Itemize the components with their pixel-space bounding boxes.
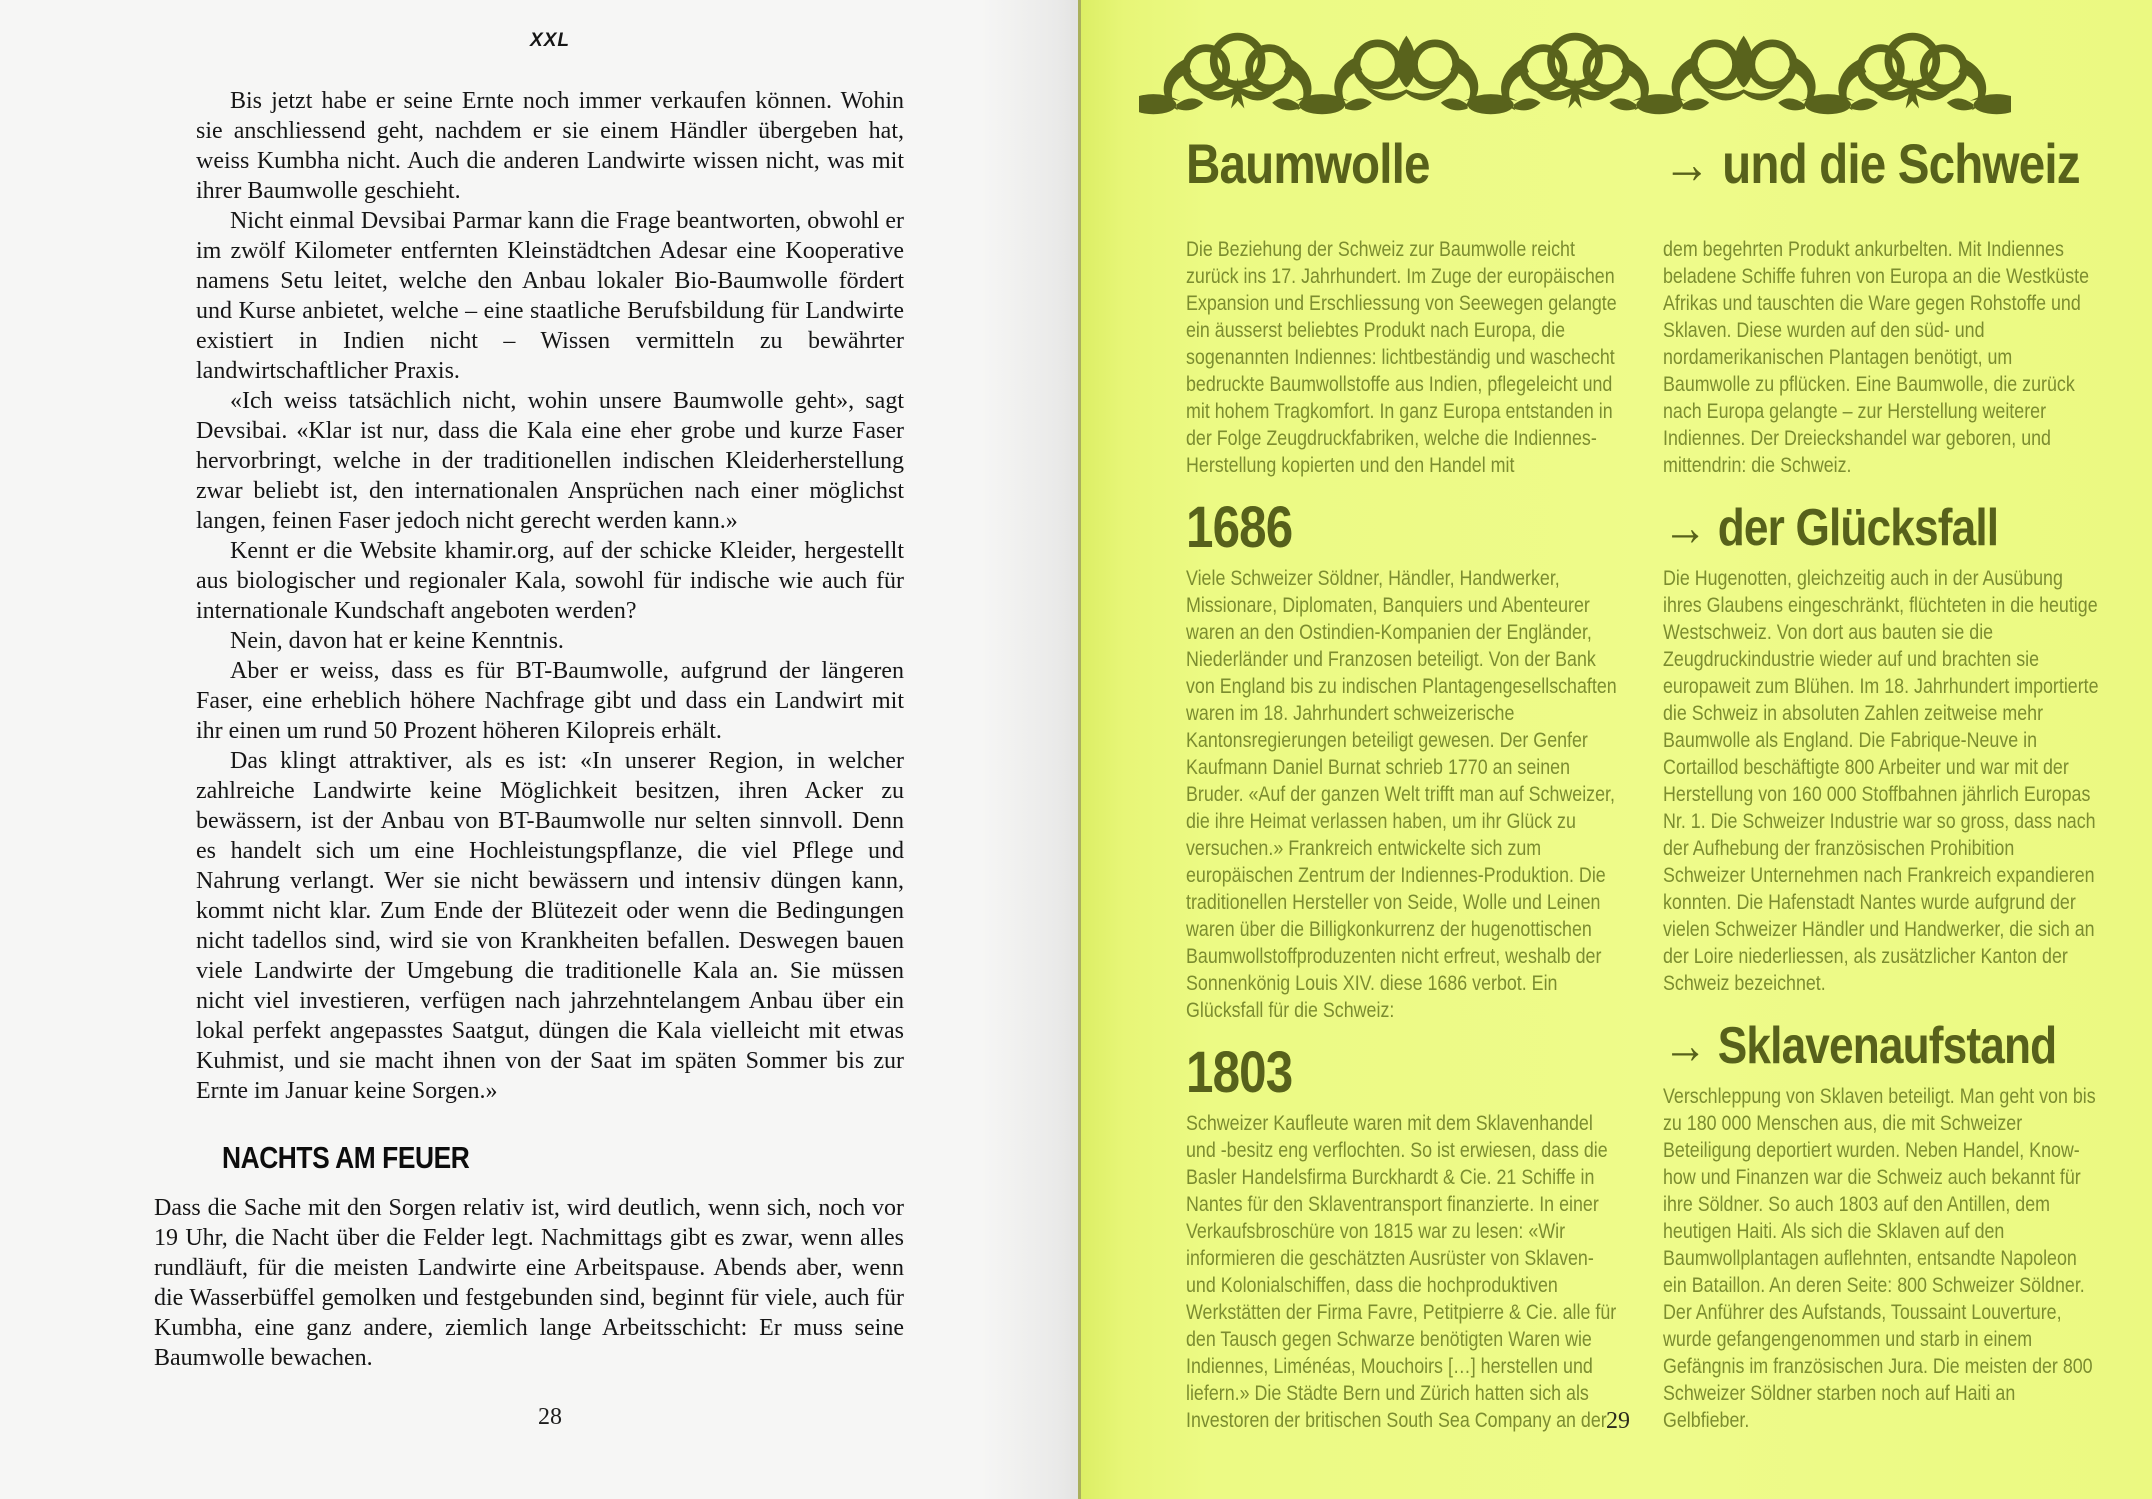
right-column-1 bbox=[1186, 132, 1623, 1434]
body-paragraph: Die Beziehung der Schweiz zur Baumwolle reicht zurück ins 17. Jahrhundert. Im Zuge der europäischen Expansion und Erschliessung von Seewegen gelangte ein äusserst beliebtes Produkt nach Europa, die sogenannten Indiennes: lichtbeständig und waschecht bedruckte Baumwollstoffe aus Indien, pflegeleicht und mit hohem Tragkomfort. In ganz Europa entstanden in der Folge Zeugdruckfabriken, welche die Indiennes-Herstellung kopierten und den Handel mit bbox=[1186, 238, 1617, 477]
section-heading-label: der Glücksfall bbox=[1717, 499, 1999, 557]
right-column-2 bbox=[1663, 132, 2100, 1434]
body-paragraph: Aber er weiss, dass es für BT-Baumwolle, aufgrund der längeren Faser, eine erheblich höhere Nachfrage gibt und dass ein Landwirt mit ihr einen um rund 50 Prozent höheren Kilopreis erhält. bbox=[196, 658, 904, 744]
body-paragraph: Bis jetzt habe er seine Ernte noch immer verkaufen können. Wohin sie anschliessend geht, nachdem er sie einem Händler übergeben hat, weiss Kumbha nicht. Auch die anderen Landwirte wissen nicht, was mit ihrer Baumwolle geschieht. bbox=[196, 88, 904, 204]
left-text-column bbox=[154, 30, 904, 1373]
body-paragraph: Schweizer Kaufleute waren mit dem Sklavenhandel und -besitz eng verflochten. So ist erwiesen, dass die Basler Handelsfirma Burckhardt & Cie. 21 Schiffe in Nantes für den Sklaventransport finanzierte. In einer Verkaufsbroschüre von 1815 war zu lesen: «Wir informieren die geschätzten Ausrüster von Sklaven- und Kolonialschiffen, dass die hochproduktiven Werkstätten der Firma Favre, Petitpierre & Cie. alle für den Tausch gegen Schwarze benötigten Waren wie Indiennes, Liménéas, Mouchoirs […] herstellen und liefern.» Die Städte Bern und Zürich hatten sich als Investoren der britischen South Sea Company an der bbox=[1186, 1112, 1617, 1432]
body-paragraph: Viele Schweizer Söldner, Händler, Handwerker, Missionare, Diplomaten, Banquiers und Abenteurer waren an den Ostindien-Kompanien der Engländer, Niederländer und Franzosen beteiligt. Von der Bank von England bis zu indischen Plantagengesellschaften waren im 18. Jahrhundert schweizerische Kantonsregierungen beteiligt gewesen. Der Genfer Kaufmann Daniel Burnat schrieb 1770 an seinen Bruder. «Auf der ganzen Welt trifft man auf Schweizer, die ihre Heimat verlassen haben, um ihr Glück zu versuchen.» Frankreich entwickelte sich zum europäischen Zentrum der Indiennes-Produktion. Die traditionellen Hersteller von Seide, Wolle und Leinen waren über die Billigkonkurrenz der hugenottischen Baumwollstoffproduzenten nicht erfreut, weshalb der Sonnenkönig Louis XIV. diese 1686 verbot. Ein Glücksfall für die Schweiz: bbox=[1186, 567, 1617, 1022]
page-number: 28 bbox=[538, 1404, 562, 1430]
arrow-right-icon: → bbox=[1663, 132, 1710, 195]
arrow-right-icon: → bbox=[1663, 1017, 1707, 1075]
section-heading-label: Sklavenaufstand bbox=[1717, 1017, 2057, 1075]
running-head: XXL bbox=[530, 30, 570, 51]
section-subhead: NACHTS AM FEUER bbox=[222, 1140, 470, 1175]
body-paragraph: Nein, davon hat er keine Kenntnis. bbox=[230, 628, 564, 654]
column-title-label: und die Schweiz bbox=[1722, 132, 2080, 195]
column-title bbox=[1663, 132, 2100, 195]
year-heading: 1803 bbox=[1186, 1040, 1293, 1105]
arrow-right-icon: → bbox=[1663, 499, 1707, 557]
body-paragraph: dem begehrten Produkt ankurbelten. Mit Indiennes beladene Schiffe fuhren von Europa an die Westküste Afrikas und tauschten die Ware gegen Rohstoffe und Sklaven. Diese wurden auf den süd- und nordamerikanischen Plantagen benötigt, um Baumwolle zu pflücken. Eine Baumwolle, die zurück nach Europa gelangte – zur Herstellung weiterer Indiennes. Der Dreieckshandel war geboren, und mittendrin: die Schweiz. bbox=[1663, 238, 2090, 477]
body-paragraph: Verschleppung von Sklaven beteiligt. Man geht von bis zu 180 000 Menschen aus, die mit Schweizer Beteiligung deportiert wurden. Neben Handel, Know-how und Finanzen war die Schweiz auch bekannt für ihre Söldner. So auch 1803 auf den Antillen, dem heutigen Haiti. Als sich die Sklaven auf den Baumwollplantagen auflehnten, entsandte Napoleon ein Bataillon. An deren Seite: 800 Schweizer Söldner. Der Anführer des Aufstands, Toussaint Louverture, wurde gefangengenommen und starb in einem Gefängnis im französischen Jura. Die meisten der 800 Schweizer Söldner starben noch auf Haiti an Gelbfieber. bbox=[1663, 1085, 2096, 1432]
cotton-boll-ornament-icon bbox=[1139, 28, 2011, 120]
section-heading bbox=[1663, 499, 2100, 557]
body-paragraph: Die Hugenotten, gleichzeitig auch in der Ausübung ihres Glaubens eingeschränkt, flüchteten in die heutige Westschweiz. Von dort aus bauten sie die Zeugdruckindustrie wieder auf und brachten sie europaweit zum Blühen. Im 18. Jahrhundert importierte die Schweiz in absoluten Zahlen zeitweise mehr Baumwolle als England. Die Fabrique-Neuve in Cortaillod beschäftigte 800 Arbeiter und war mit der Herstellung von 160 000 Stoffbahnen jährlich Europas Nr. 1. Die Schweizer Industrie war so gross, dass nach der Aufhebung der französischen Prohibition Schweizer Unternehmen nach Frankreich expandieren konnten. Die Hafenstadt Nantes wurde aufgrund der vielen Schweizer Händler und Handwerker, die sich an der Loire niederliessen, als zusätzlicher Kanton der Schweiz bezeichnet. bbox=[1663, 567, 2099, 995]
year-heading: 1686 bbox=[1186, 495, 1293, 560]
page-number: 29 bbox=[1606, 1408, 1630, 1434]
body-paragraph: Das klingt attraktiver, als es ist: «In unserer Region, in welcher zahlreiche Landwirte keine Möglichkeit besitzen, ihren Acker zu bewässern, ist der Anbau von BT-Baumwolle nur selten sinnvoll. Denn es handelt sich um eine Hochleistungspflanze, die viel Pflege und Nahrung verlangt. Wer sie nicht bewässern und intensiv düngen kann, kommt nicht klar. Zum Ende der Blütezeit oder wenn die Bedingungen nicht tadellos sind, wird sie von Krankheiten befallen. Deswegen bauen viele Landwirte der Umgebung die traditionelle Kala an. Sie müssen nicht viel investieren, verfügen nach jahrzehntelangem Anbau über ein lokal perfekt angepasstes Saatgut, düngen die Kala vielleicht mit etwas Kuhmist, und sie macht ihnen von der Saat im späten Sommer bis zur Ernte im Januar keine Sorgen.» bbox=[196, 748, 904, 1104]
body-paragraph: Kennt er die Website khamir.org, auf der schicke Kleider, hergestellt aus biologischer und regionaler Kala, sowohl für indische wie auch für internationale Kundschaft angeboten werden? bbox=[196, 538, 904, 624]
closing-paragraph: Dass die Sache mit den Sorgen relativ ist, wird deutlich, wenn sich, noch vor 19 Uhr, die Nacht über die Felder legt. Nachmittags gibt es zwar, wenn alles rundläuft, für die meisten Landwirte eine Arbeitspause. Abends aber, wenn die Wasserbüffel gemolken und festgebunden sind, beginnt für viele, auch für Kumbha, eine ganz andere, ziemlich lange Arbeitsschicht: Er muss seine Baumwolle bewachen. bbox=[154, 1195, 904, 1371]
body-paragraph: «Ich weiss tatsächlich nicht, wohin unsere Baumwolle geht», sagt Devsibai. «Klar ist nur, dass die Kala eine eher grobe und kurze Faser hervorbringt, welche in der traditionellen indischen Kleiderherstellung zwar beliebt ist, den internationalen Ansprüchen nach einer möglichst langen, feinen Faser jedoch nicht gerecht werden kann.» bbox=[196, 388, 904, 534]
section-heading bbox=[1663, 1017, 2100, 1075]
column-title bbox=[1186, 132, 1623, 195]
column-title-label: Baumwolle bbox=[1186, 132, 1430, 195]
right-page bbox=[1078, 0, 2152, 1499]
body-paragraph: Nicht einmal Devsibai Parmar kann die Frage beantworten, obwohl er im zwölf Kilometer entfernten Kleinstädtchen Adesar eine Kooperative namens Setu leitet, welche den Anbau lokaler Bio-Baumwolle fördert und Kurse anbietet, welche – eine staatliche Berufsbildung für Landwirte existiert in Indien nicht – Wissen vermitteln zu bewährter landwirtschaftlicher Praxis. bbox=[196, 208, 904, 384]
